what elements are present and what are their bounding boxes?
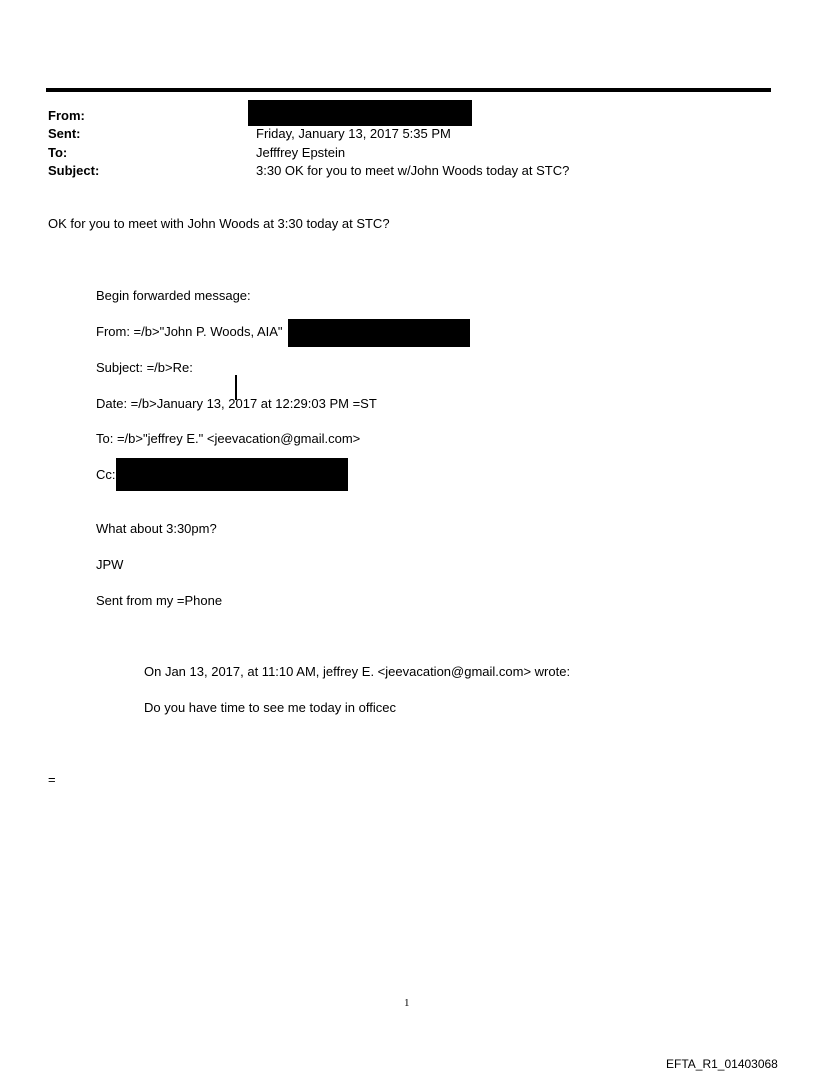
subject-value: 3:30 OK for you to meet w/John Woods today at STC? [256,163,570,178]
footer-id: EFTA_R1_01403068 [666,1057,778,1071]
to-value: Jefffrey Epstein [256,145,346,160]
forwarded-cc: Cc: [96,467,116,482]
forwarded-to: To: =/b>"jeffrey E." <jeevacation@gmail.com> [96,431,361,446]
quoted-message: Do you have time to see me today in officec [144,700,396,715]
forwarded-message: What about 3:30pm? [96,521,217,536]
redacted-forwarded-from [288,319,470,347]
forwarded-from: From: =/b>"John P. Woods, AIA" [96,324,283,339]
forwarded-date: Date: =/b>January 13, 2017 at 12:29:03 PM =ST [96,396,377,411]
redacted-cc [116,458,348,491]
forwarded-begin: Begin forwarded message: [96,288,251,303]
quoted-attribution: On Jan 13, 2017, at 11:10 AM, jeffrey E. <jeevacation@gmail.com> wrote: [144,664,571,679]
redacted-from [248,100,472,126]
forwarded-subject: Subject: =/b>Re: [96,360,193,375]
page-number: 1 [404,997,410,1009]
forwarded-signature: JPW [96,557,124,572]
subject-label: Subject: [48,163,100,178]
header-rule [46,88,771,92]
sent-value: Friday, January 13, 2017 5:35 PM [256,126,451,141]
to-label: To: [48,145,68,160]
forwarded-sent-from: Sent from my =Phone [96,593,223,608]
trailing-text: = [48,772,56,787]
intro-text: OK for you to meet with John Woods at 3:30 today at STC? [48,216,390,231]
sent-label: Sent: [48,126,81,141]
from-label: From: [48,108,85,123]
